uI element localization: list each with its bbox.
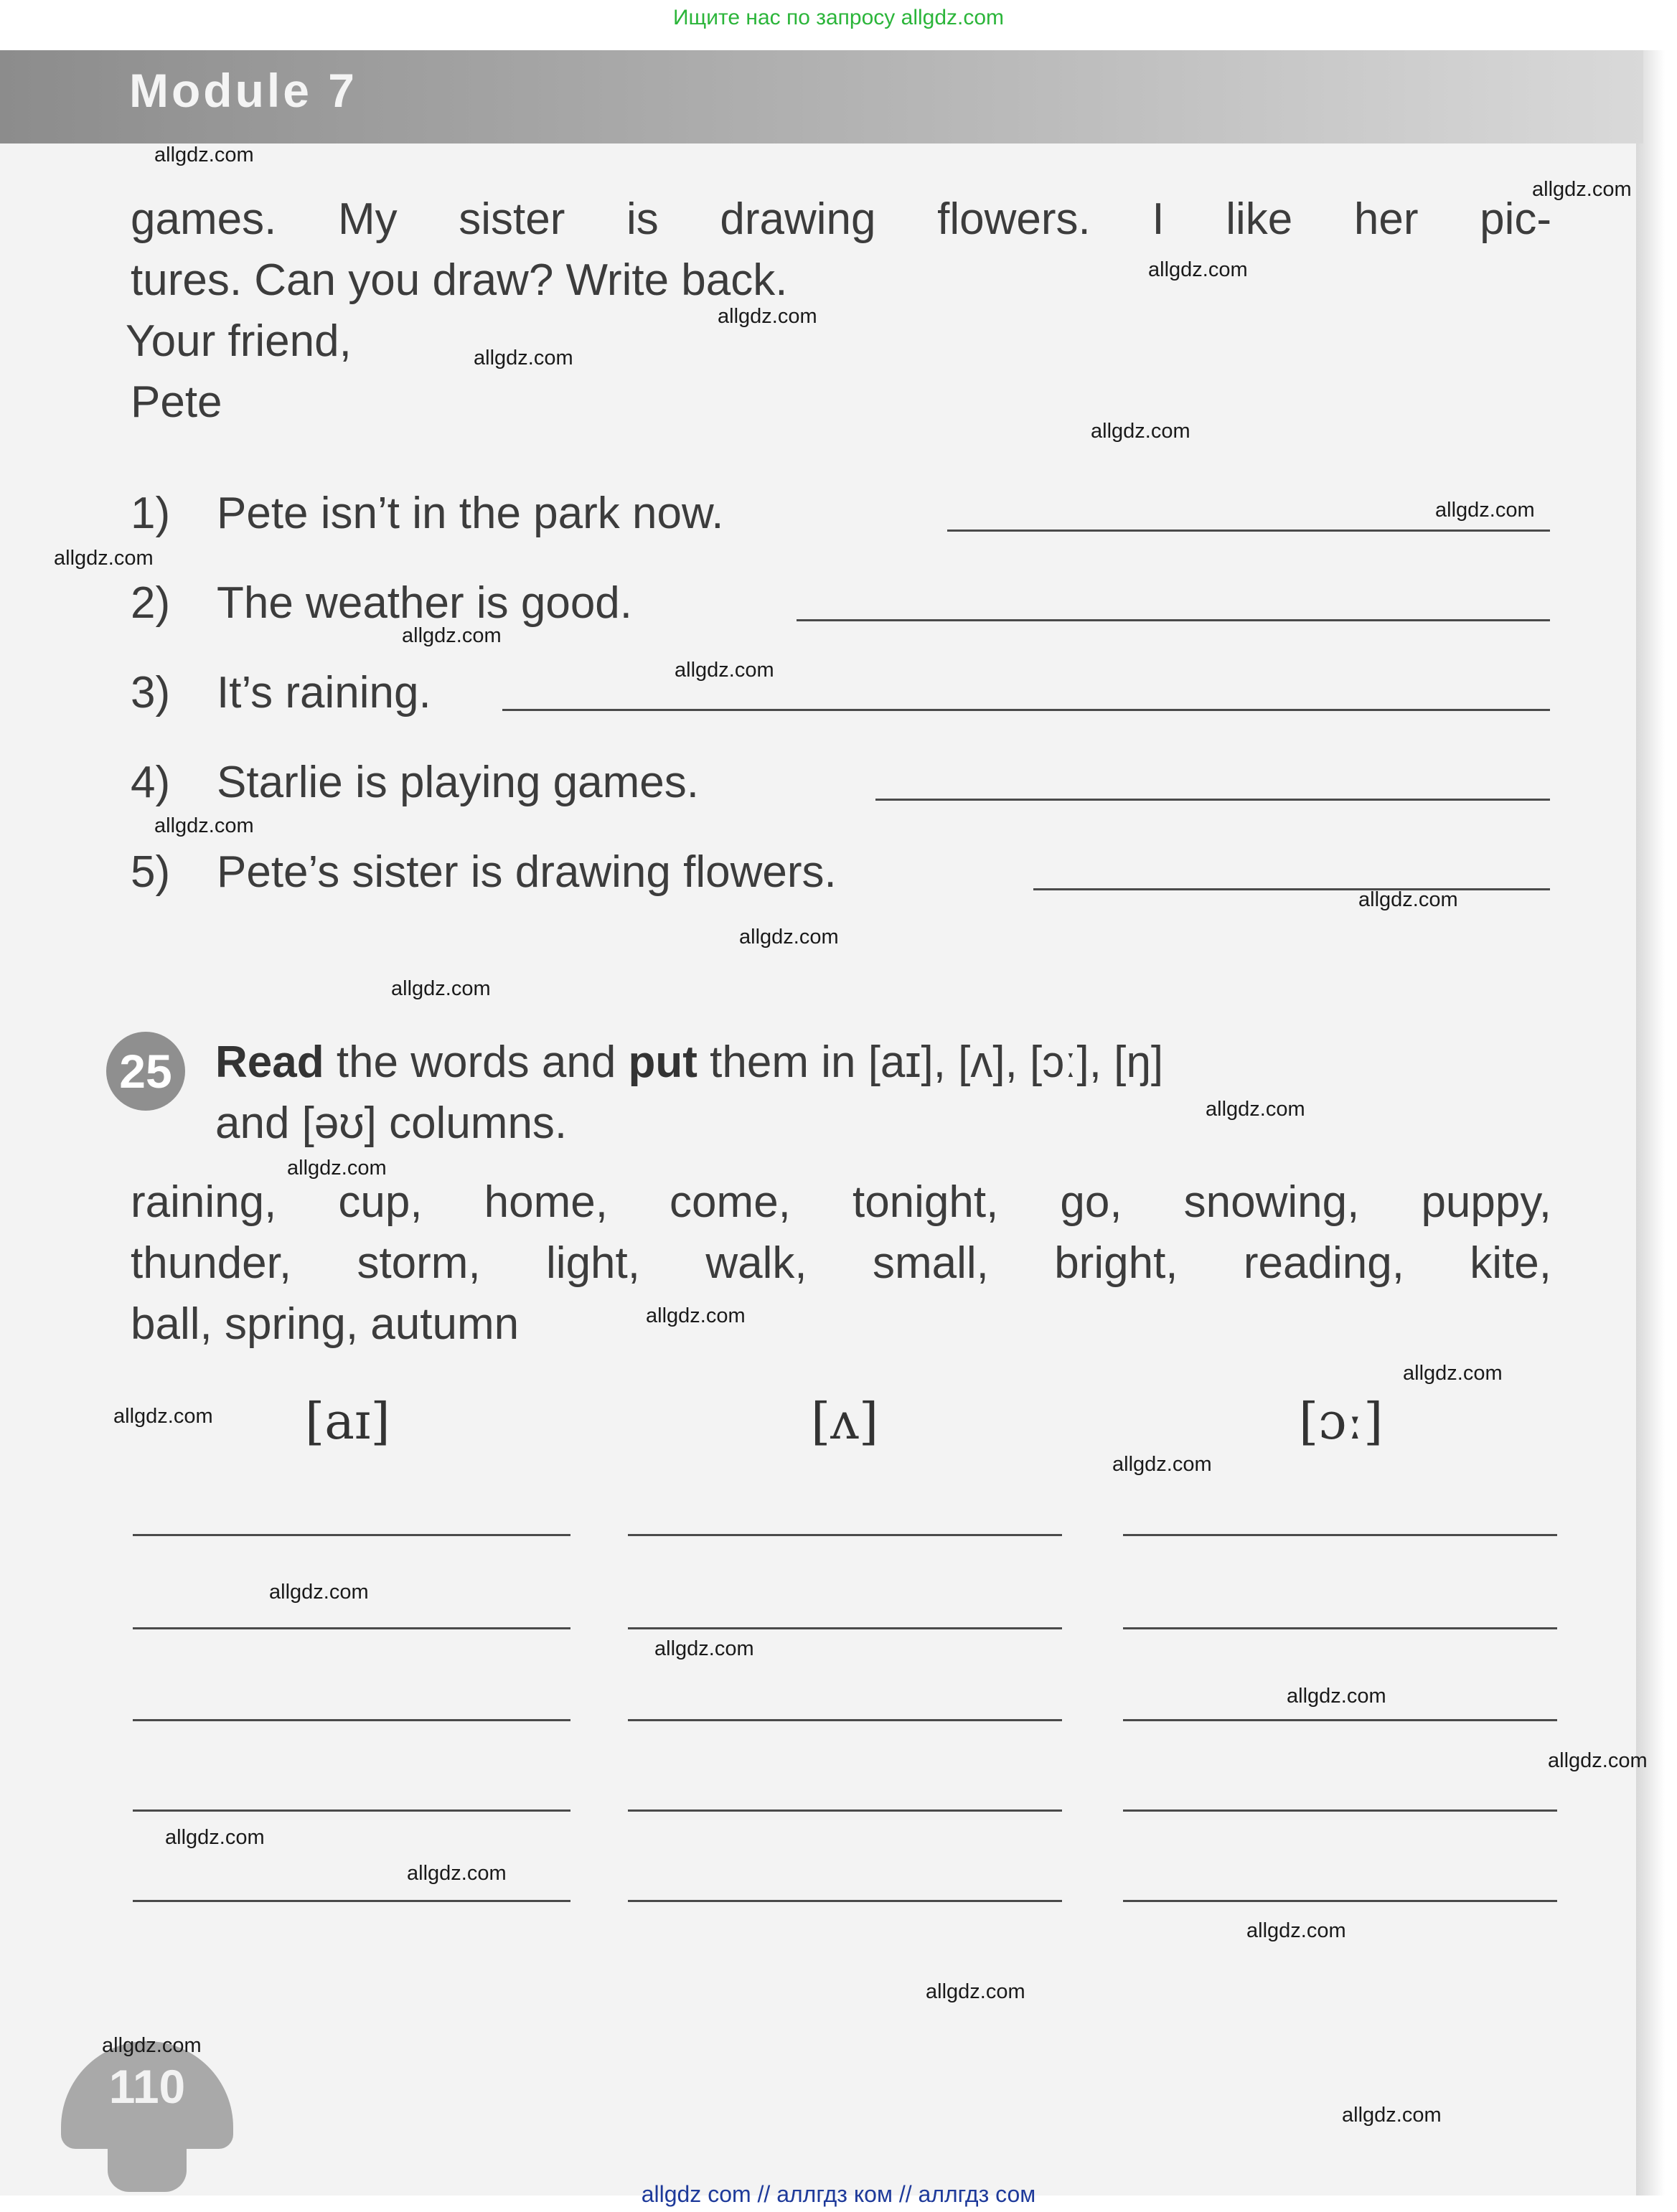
statement-2 (131, 578, 632, 629)
statement-text: The weather is good. (217, 578, 633, 628)
watermark: allgdz.com (269, 1581, 369, 1604)
watermark: allgdz.com (154, 143, 254, 166)
column-line[interactable] (628, 1719, 1062, 1721)
page-number: 110 (108, 2060, 186, 2113)
statement-5 (131, 847, 837, 898)
watermark: allgdz.com (402, 624, 502, 647)
watermark: allgdz.com (1091, 420, 1190, 443)
watermark: allgdz.com (165, 1826, 265, 1849)
column-line[interactable] (1123, 1627, 1557, 1629)
answer-line-3[interactable] (502, 709, 1550, 711)
statement-text: It’s raining. (217, 668, 431, 717)
answer-line-2[interactable] (797, 619, 1550, 621)
statement-text: Pete’s sister is drawing flowers. (217, 847, 837, 897)
watermark: allgdz.com (1532, 178, 1632, 201)
watermark: allgdz.com (1435, 499, 1535, 522)
instruction-verb-read: Read (215, 1037, 324, 1087)
watermark: allgdz.com (102, 2034, 202, 2057)
word-list-line-1: raining, cup, home, come, tonight, go, snowing, puppy, (131, 1177, 1551, 1227)
statement-number: 3) (131, 668, 171, 717)
letter-line-1: games. My sister is drawing flowers. I like her pic- (131, 194, 1551, 244)
column-line[interactable] (133, 1719, 570, 1721)
column-line[interactable] (133, 1900, 570, 1902)
statement-3 (131, 667, 431, 718)
instruction-verb-put: put (628, 1037, 697, 1087)
watermark: allgdz.com (391, 977, 491, 1000)
statement-number: 2) (131, 578, 171, 628)
statement-number: 4) (131, 758, 171, 807)
watermark: allgdz.com (287, 1157, 387, 1180)
column-line[interactable] (133, 1809, 570, 1812)
statement-text: Starlie is playing games. (217, 758, 699, 807)
watermark: allgdz.com (1148, 258, 1248, 281)
watermark: allgdz.com (1358, 888, 1458, 911)
footer-banner: allgdz com // аллгдз ком // аллгдз сом (641, 2181, 1036, 2207)
exercise-instruction-line-1 (215, 1037, 1163, 1088)
answer-line-5[interactable] (1033, 888, 1550, 890)
watermark: allgdz.com (54, 547, 154, 570)
watermark: allgdz.com (407, 1862, 507, 1885)
column-line[interactable] (133, 1627, 570, 1629)
word-list-line-3: ball, spring, autumn (131, 1299, 520, 1349)
column-line[interactable] (1123, 1534, 1557, 1536)
column-line[interactable] (1123, 1719, 1557, 1721)
column-line[interactable] (628, 1627, 1062, 1629)
watermark: allgdz.com (675, 659, 774, 682)
watermark: allgdz.com (1246, 1919, 1346, 1942)
watermark: allgdz.com (1206, 1098, 1305, 1121)
column-line[interactable] (628, 1809, 1062, 1812)
answer-line-1[interactable] (947, 530, 1550, 532)
watermark: allgdz.com (154, 814, 254, 837)
column-line[interactable] (628, 1900, 1062, 1902)
watermark: allgdz.com (1548, 1749, 1648, 1772)
column-line[interactable] (1123, 1809, 1557, 1812)
statement-number: 5) (131, 847, 171, 897)
watermark: allgdz.com (1403, 1362, 1503, 1385)
watermark: allgdz.com (654, 1637, 754, 1660)
top-banner: Ищите нас по запросу allgdz.com (672, 6, 1005, 29)
module-title: Module 7 (129, 64, 358, 117)
instruction-text: them in [aɪ], [ʌ], [ɔː], [ŋ] (697, 1037, 1164, 1087)
answer-line-4[interactable] (875, 799, 1550, 801)
letter-line-3: Your friend, (126, 316, 352, 366)
letter-line-2: tures. Can you draw? Write back. (131, 255, 788, 305)
watermark: allgdz.com (739, 926, 839, 949)
column-line[interactable] (1123, 1900, 1557, 1902)
page-edge (1636, 50, 1665, 2195)
column-heading-aw: [ɔː] (1299, 1392, 1384, 1451)
column-line[interactable] (628, 1534, 1062, 1536)
watermark: allgdz.com (926, 1980, 1025, 2003)
watermark: allgdz.com (1112, 1453, 1212, 1476)
exercise-instruction-line-2: and [əʊ] columns. (215, 1098, 568, 1148)
column-heading-ai: [aɪ] (305, 1392, 390, 1451)
column-line[interactable] (133, 1534, 570, 1536)
column-heading-uh: [ʌ] (811, 1392, 879, 1451)
watermark: allgdz.com (718, 305, 817, 328)
exercise-number-badge: 25 (106, 1032, 185, 1111)
watermark: allgdz.com (646, 1304, 746, 1327)
watermark: allgdz.com (1287, 1685, 1386, 1708)
statement-4 (131, 757, 699, 808)
letter-signature: Pete (131, 377, 222, 427)
word-list-line-2: thunder, storm, light, walk, small, bright, reading, kite, (131, 1238, 1551, 1288)
instruction-text: the words and (324, 1037, 629, 1087)
statement-text: Pete isn’t in the park now. (217, 489, 724, 538)
statement-1 (131, 488, 724, 539)
statement-number: 1) (131, 489, 171, 538)
watermark: allgdz.com (113, 1405, 213, 1428)
watermark: allgdz.com (1342, 2104, 1442, 2127)
watermark: allgdz.com (474, 347, 573, 370)
